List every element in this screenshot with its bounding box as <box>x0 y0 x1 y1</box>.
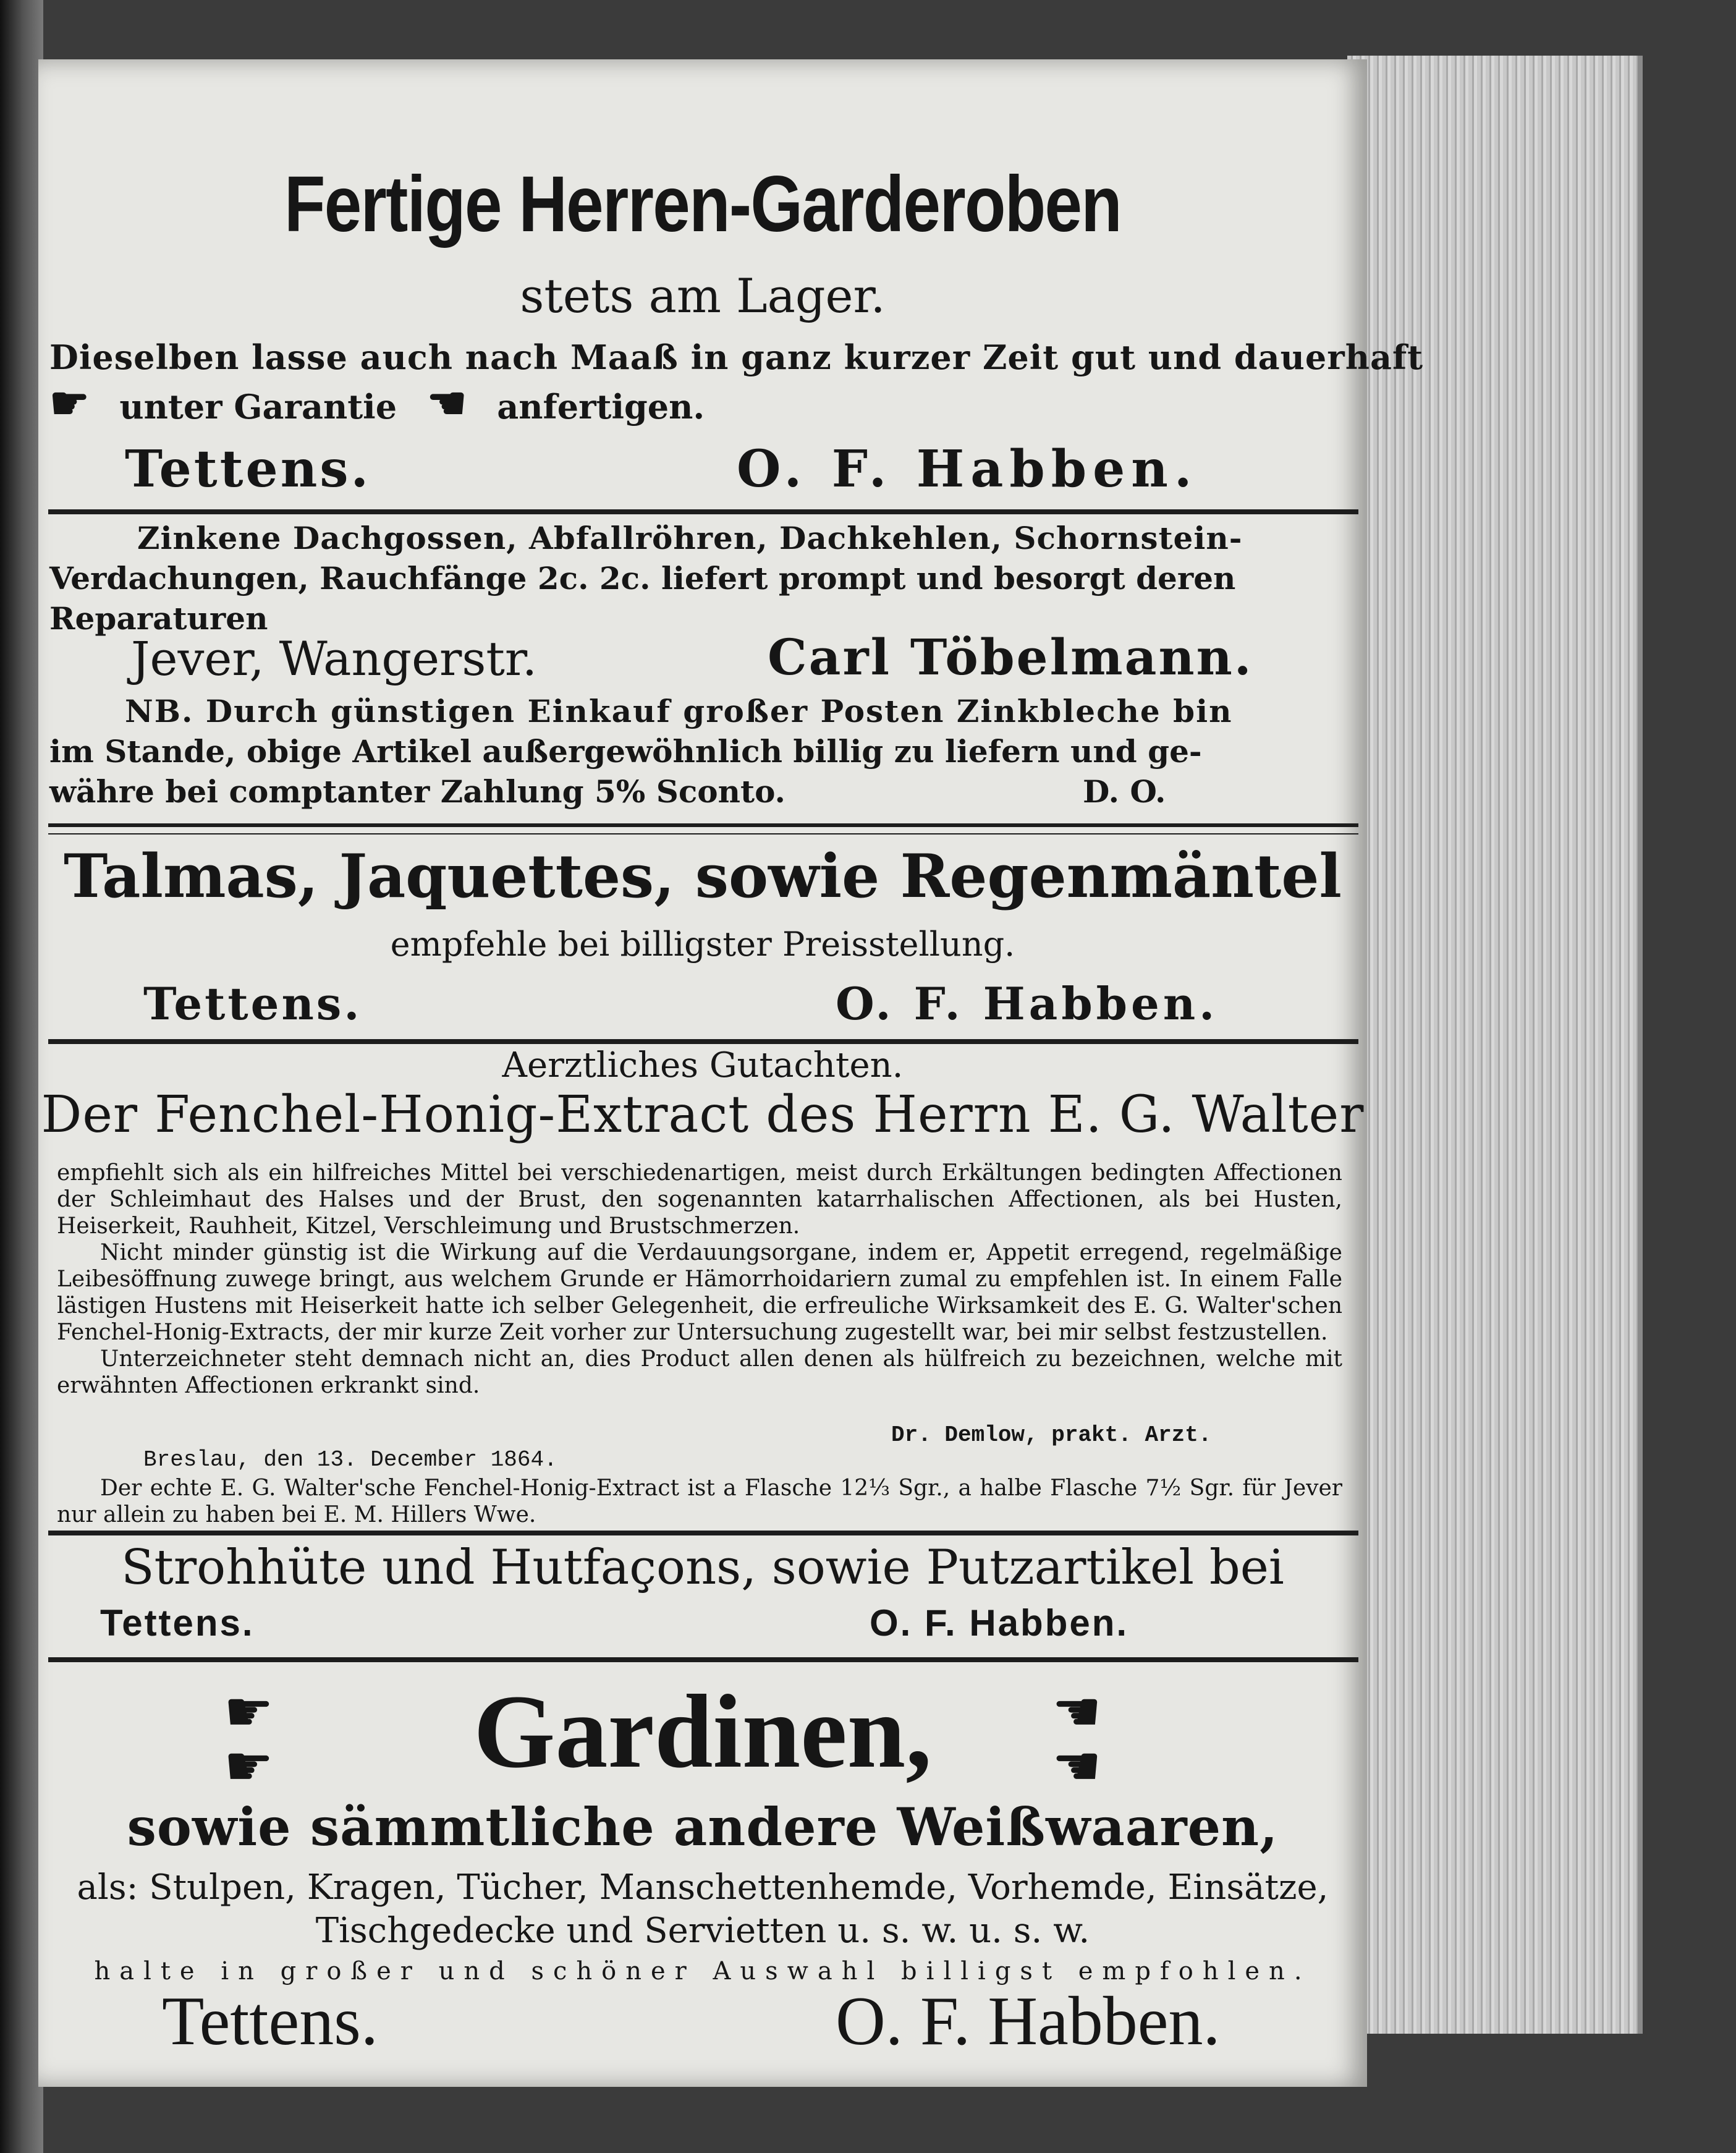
ad6-place: Tettens. <box>162 1983 378 2060</box>
ad4-paragraph: Nicht minder günstig ist die Wirkung auf die Verdauungsorgane, indem er, Appetit erregend, regelmäßige Leibesöffnung zuwege bringt, aus welchem Grunde er Hämorrhoidariern zumal zu empfehlen ist. In einem Falle lästigen Hustens mit Heiserkeit hatte ich selber Gelegenheit, die erfreuliche Wirksamkeit des E. G. Walter'schen Fenchel-Honig-Extracts, der mir kurze Zeit vorher zur Untersuchung zugestellt war, bei mir selbst festzustellen. <box>57 1240 1342 1345</box>
ad2-place: Jever, Wangerstr. <box>131 631 538 686</box>
ad4-signer: Dr. Demlow, prakt. Arzt. <box>891 1422 1212 1448</box>
ad4-title: Aerztliches Gutachten. <box>502 1045 904 1085</box>
ad2-line1: Zinkene Dachgossen, Abfallröhren, Dachkehlen, Schornstein- <box>137 520 1243 556</box>
ad3-sub: empfehle bei billigster Preisstellung. <box>390 925 1015 964</box>
ad2-nb2: im Stande, obige Artikel außergewöhnlich billig zu liefern und ge- <box>49 733 1202 770</box>
ad6-line1: als: Stulpen, Kragen, Tücher, Manschettenhemde, Vorhemde, Einsätze, <box>77 1867 1329 1908</box>
ad4-dateline: Breslau, den 13. December 1864. <box>143 1447 557 1472</box>
ad6-hands-right <box>1052 1680 1102 1799</box>
ad4-headline: Der Fenchel-Honig-Extract des Herrn E. G. Walter <box>41 1085 1365 1144</box>
hand-pointing-left-icon: ☚ <box>426 376 467 429</box>
ad6-line3: halte in großer und schöner Auswahl billigst empfohlen. <box>94 1957 1311 1985</box>
ad6-line2: Tischgedecke und Servietten u. s. w. u. s. w. <box>315 1911 1090 1951</box>
ad3-headline: Talmas, Jaquettes, sowie Regenmäntel <box>64 841 1342 911</box>
ad2-line3: Reparaturen <box>49 600 268 637</box>
ad1-line1: Dieselben lasse auch nach Maaß in ganz kurzer Zeit gut und dauerhaft <box>49 338 1424 377</box>
separator-rule <box>48 1039 1358 1044</box>
separator-rule <box>48 509 1358 514</box>
ad3-place: Tettens. <box>143 977 362 1030</box>
ad2-line2: Verdachungen, Rauchfänge 2c. 2c. liefert prompt und besorgt deren <box>49 560 1236 597</box>
book-binding <box>0 0 43 2153</box>
ad1-name: O. F. Habben. <box>737 440 1198 499</box>
separator-rule <box>48 823 1358 834</box>
hand-pointing-right-icon: ☛ <box>224 1734 274 1799</box>
ad6-sub: sowie sämmtliche andere Weißwaaren, <box>127 1796 1279 1858</box>
ad1-line2 <box>49 376 705 429</box>
hand-pointing-left-icon: ☚ <box>1052 1680 1102 1744</box>
ad2-nb3-sign: D. O. <box>1083 773 1166 810</box>
ad2-nb1: NB. Durch günstigen Einkauf großer Posten Zinkbleche bin <box>125 693 1233 729</box>
ad4-price-note <box>57 1475 1342 1528</box>
ad1-headline: Fertige Herren-Garderoben <box>284 160 1122 248</box>
ad2-nb3: währe bei comptanter Zahlung 5% Sconto. <box>49 773 785 810</box>
ad6-headline: Gardinen, <box>473 1673 932 1790</box>
ad5-headline: Strohhüte und Hutfaçons, sowie Putzartikel bei <box>121 1540 1284 1595</box>
hand-pointing-left-icon: ☚ <box>1052 1734 1102 1799</box>
ad1-line2b-text: anfertigen. <box>497 387 705 427</box>
newspaper-page <box>38 59 1424 2087</box>
ad1-place: Tettens. <box>125 440 371 499</box>
ad6-name: O. F. Habben. <box>836 1983 1221 2060</box>
ad4-body <box>57 1160 1342 1399</box>
ad1-sub: stets am Lager. <box>520 268 886 323</box>
separator-rule <box>48 1657 1358 1662</box>
ad2-name: Carl Töbelmann. <box>768 628 1253 686</box>
ad5-name: O. F. Habben. <box>870 1602 1129 1644</box>
ad4-paragraph: Der echte E. G. Walter'sche Fenchel-Honig-Extract ist a Flasche 12⅓ Sgr., a halbe Flasche 7½ Sgr. für Jever nur allein zu haben bei E. M. Hillers Wwe. <box>57 1476 1342 1527</box>
ad4-paragraph: Unterzeichneter steht demnach nicht an, dies Product allen denen als hülfreich zu bezeichnen, welche mit erwähnten Affectionen erkrankt sind. <box>57 1346 1342 1398</box>
ad3-name: O. F. Habben. <box>836 977 1219 1030</box>
separator-rule <box>48 1531 1358 1535</box>
ad4-paragraph: empfiehlt sich als ein hilfreiches Mittel bei verschiedenartigen, meist durch Erkältungen bedingten Affectionen der Schleimhaut des Halses und der Brust, den sogenannten katarrhalischen Affectionen, als bei Husten, Heiserkeit, Rauhheit, Kitzel, Verschleimung und Brustschmerzen. <box>57 1160 1342 1239</box>
ad1-line2-text: unter Garantie <box>119 387 397 427</box>
ad5-place: Tettens. <box>100 1602 255 1644</box>
hand-pointing-right-icon: ☛ <box>49 376 90 429</box>
hand-pointing-right-icon: ☛ <box>224 1680 274 1744</box>
